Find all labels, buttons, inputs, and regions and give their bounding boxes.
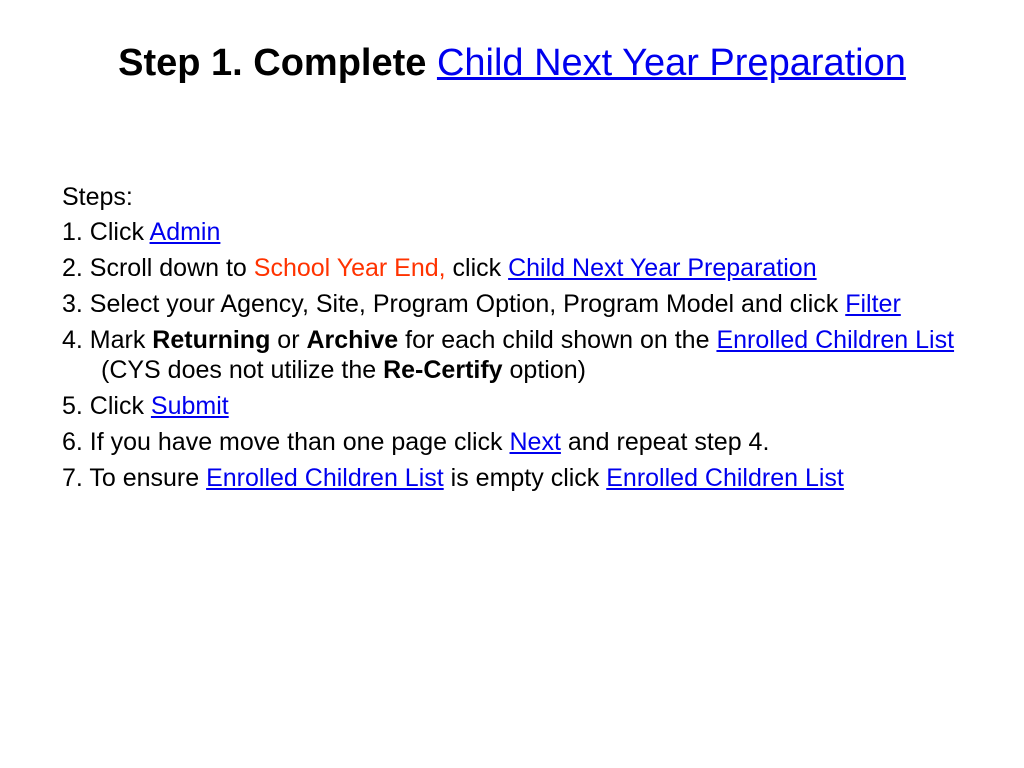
step-1: [62, 217, 962, 247]
step-4: [62, 325, 962, 385]
step-3-number: 3.: [62, 290, 90, 318]
step-2-text: Scroll down to: [89, 254, 254, 282]
step-4-text-3: for each child shown on the: [398, 326, 717, 354]
step-6-text-2: and repeat step 4.: [560, 428, 770, 456]
filter-link[interactable]: Filter: [845, 290, 901, 318]
step-1-number: 1.: [62, 218, 90, 246]
title-link-child-next-year-preparation[interactable]: Child Next Year Preparation: [436, 42, 906, 84]
step-7: [62, 463, 962, 493]
archive-label: Archive: [306, 326, 399, 354]
step-4-number: 4.: [62, 326, 90, 354]
step-6-number: 6.: [62, 428, 90, 456]
step-3: [62, 289, 962, 319]
step-6-text: If you have move than one page click: [89, 428, 510, 456]
step-5: [62, 391, 962, 421]
re-certify-label: Re-Certify: [383, 356, 503, 384]
step-4-text-5: option): [502, 356, 586, 384]
step-5-number: 5.: [62, 392, 90, 420]
steps-content: [62, 182, 962, 499]
step-7-text-2: is empty click: [443, 464, 607, 492]
enrolled-children-list-link-2[interactable]: Enrolled Children List: [206, 464, 444, 492]
step-7-number: 7.: [62, 464, 90, 492]
enrolled-children-list-link-3[interactable]: Enrolled Children List: [606, 464, 844, 492]
step-1-text: Click: [89, 218, 150, 246]
step-6: [62, 427, 962, 457]
submit-link[interactable]: Submit: [150, 392, 229, 420]
step-4-text-2: or: [270, 326, 307, 354]
returning-label: Returning: [152, 326, 271, 354]
step-4-text-4: (CYS does not utilize the: [101, 356, 384, 384]
steps-heading: Steps:: [62, 183, 133, 211]
school-year-end-highlight: School Year End,: [253, 254, 446, 282]
step-4-text: Mark: [89, 326, 153, 354]
admin-link[interactable]: Admin: [149, 218, 221, 246]
child-next-year-preparation-link[interactable]: Child Next Year Preparation: [508, 254, 817, 282]
step-7-text: To ensure: [89, 464, 207, 492]
step-2: [62, 253, 962, 283]
enrolled-children-list-link[interactable]: Enrolled Children List: [716, 326, 955, 354]
step-2-text-2: click: [445, 254, 509, 282]
step-2-number: 2.: [62, 254, 90, 282]
step-5-text: Click: [89, 392, 151, 420]
title-prefix: Step 1. Complete: [118, 42, 437, 84]
step-3-text: Select your Agency, Site, Program Option, Program Model and click: [89, 290, 846, 318]
next-link[interactable]: Next: [509, 428, 561, 456]
page-title: [0, 40, 1024, 86]
